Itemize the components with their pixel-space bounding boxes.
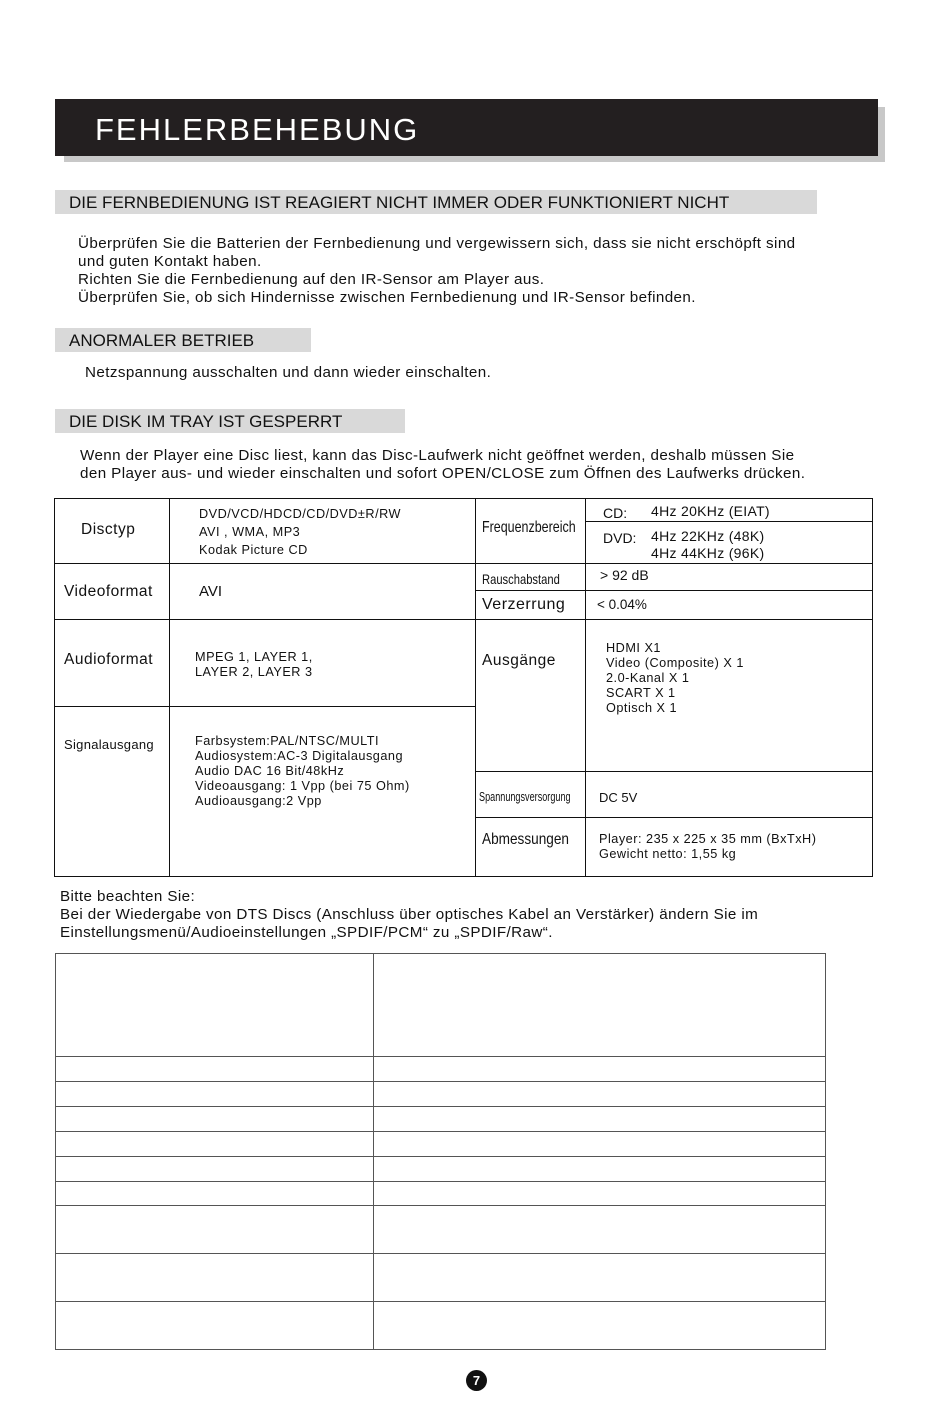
spec-label-rauschabstand: Rauschabstand xyxy=(482,571,560,587)
table-divider xyxy=(475,590,872,591)
spec-value: Gewicht netto: 1,55 kg xyxy=(599,847,737,861)
page-title: FEHLERBEHEBUNG xyxy=(95,112,420,147)
table-divider xyxy=(169,498,170,877)
spec-label-disctyp: Disctyp xyxy=(81,521,136,538)
table-divider xyxy=(54,706,475,707)
paragraph-line: Richten Sie die Fernbedienung auf den IR-Sensor am Player aus. xyxy=(78,271,545,288)
spec-value: Video (Composite) X 1 xyxy=(606,656,744,670)
paragraph-line: und guten Kontakt haben. xyxy=(78,253,262,270)
table-border xyxy=(55,953,826,954)
section-heading-text: DIE DISK IM TRAY IST GESPERRT xyxy=(69,412,343,431)
table-divider xyxy=(54,563,475,564)
table-divider xyxy=(475,619,872,620)
table-border xyxy=(54,876,873,877)
spec-value: Player: 235 x 225 x 35 mm (BxTxH) xyxy=(599,832,817,846)
table-border xyxy=(872,498,873,877)
note-heading: Bitte beachten Sie: xyxy=(60,888,196,905)
table-border xyxy=(54,498,873,499)
spec-label-spannungsversorgung: Spannungsversorgung xyxy=(479,789,571,804)
spec-value: Optisch X 1 xyxy=(606,701,678,715)
section-heading-remote xyxy=(55,190,817,214)
spec-value: > 92 dB xyxy=(600,567,649,583)
spec-label-abmessungen: Abmessungen xyxy=(482,831,569,848)
spec-value: Audiosystem:AC-3 Digitalausgang xyxy=(195,749,404,763)
table-divider xyxy=(55,1205,826,1206)
table-border xyxy=(825,953,826,1350)
table-divider xyxy=(586,521,872,522)
paragraph-line: Überprüfen Sie, ob sich Hindernisse zwischen Fernbedienung und IR-Sensor befinden. xyxy=(78,289,696,306)
table-divider xyxy=(55,1106,826,1107)
spec-label-verzerrung: Verzerrung xyxy=(482,596,566,613)
spec-sublabel-cd: CD: xyxy=(603,505,628,521)
page-number: 7 xyxy=(466,1370,487,1391)
spec-value: DC 5V xyxy=(599,790,638,805)
table-divider xyxy=(475,498,476,877)
table-divider xyxy=(475,771,872,772)
table-divider xyxy=(475,563,872,564)
spec-value: SCART X 1 xyxy=(606,686,676,700)
spec-value: 4Hz 44KHz (96K) xyxy=(651,545,765,561)
spec-label-ausgaenge: Ausgänge xyxy=(482,652,556,669)
table-divider xyxy=(55,1253,826,1254)
spec-label-audioformat: Audioformat xyxy=(64,651,154,668)
section-heading-disc-locked xyxy=(55,409,405,433)
table-divider xyxy=(55,1181,826,1182)
table-divider xyxy=(373,953,374,1350)
spec-value: LAYER 2, LAYER 3 xyxy=(195,665,313,679)
spec-value: AVI xyxy=(199,583,223,600)
spec-value: < 0.04% xyxy=(597,597,647,612)
table-divider xyxy=(55,1131,826,1132)
spec-label-signalausgang: Signalausgang xyxy=(64,737,154,752)
paragraph-line: Netzspannung ausschalten und dann wieder einschalten. xyxy=(85,364,492,381)
paragraph-line: den Player aus- und wieder einschalten und sofort OPEN/CLOSE zum Öffnen des Laufwerks drücken. xyxy=(80,465,806,482)
spec-value: HDMI X1 xyxy=(606,641,661,655)
spec-sublabel-dvd: DVD: xyxy=(603,530,637,546)
note-line: Einstellungsmenü/Audioeinstellungen „SPDIF/PCM“ zu „SPDIF/Raw“. xyxy=(60,924,553,941)
table-divider xyxy=(55,1301,826,1302)
spec-value: Audioausgang:2 Vpp xyxy=(195,794,322,808)
table-border xyxy=(54,498,55,877)
table-divider xyxy=(585,498,586,877)
table-divider xyxy=(55,1156,826,1157)
spec-value: Kodak Picture CD xyxy=(199,543,308,557)
spec-value: Audio DAC 16 Bit/48kHz xyxy=(195,764,345,778)
spec-label-videoformat: Videoformat xyxy=(64,583,153,600)
table-border xyxy=(55,1349,826,1350)
spec-label-frequenzbereich: Frequenzbereich xyxy=(482,519,576,536)
spec-value: Farbsystem:PAL/NTSC/MULTI xyxy=(195,734,380,748)
spec-value: 4Hz 20KHz (EIAT) xyxy=(651,503,770,519)
note-line: Bei der Wiedergabe von DTS Discs (Anschluss über optisches Kabel an Verstärker) ändern Sie im xyxy=(60,906,759,923)
table-divider xyxy=(55,1056,826,1057)
table-divider xyxy=(54,619,475,620)
table-border xyxy=(55,953,56,1350)
paragraph-line: Überprüfen Sie die Batterien der Fernbedienung und vergewissern sich, dass sie nicht erschöpft sind xyxy=(78,235,796,252)
section-heading-text: DIE FERNBEDIENUNG IST REAGIERT NICHT IMMER ODER FUNKTIONIERT NICHT xyxy=(69,193,730,212)
spec-value: Videoausgang: 1 Vpp (bei 75 Ohm) xyxy=(195,779,410,793)
section-heading-abnormal xyxy=(55,328,311,352)
spec-value: DVD/VCD/HDCD/CD/DVD±R/RW xyxy=(199,507,401,521)
table-divider xyxy=(55,1081,826,1082)
spec-value: 4Hz 22KHz (48K) xyxy=(651,528,765,544)
spec-value: 2.0-Kanal X 1 xyxy=(606,671,690,685)
spec-value: MPEG 1, LAYER 1, xyxy=(195,650,313,664)
spec-value: AVI , WMA, MP3 xyxy=(199,525,301,539)
section-heading-text: ANORMALER BETRIEB xyxy=(69,331,255,350)
paragraph-line: Wenn der Player eine Disc liest, kann das Disc-Laufwerk nicht geöffnet werden, deshalb müssen Sie xyxy=(80,447,795,464)
table-divider xyxy=(475,817,872,818)
